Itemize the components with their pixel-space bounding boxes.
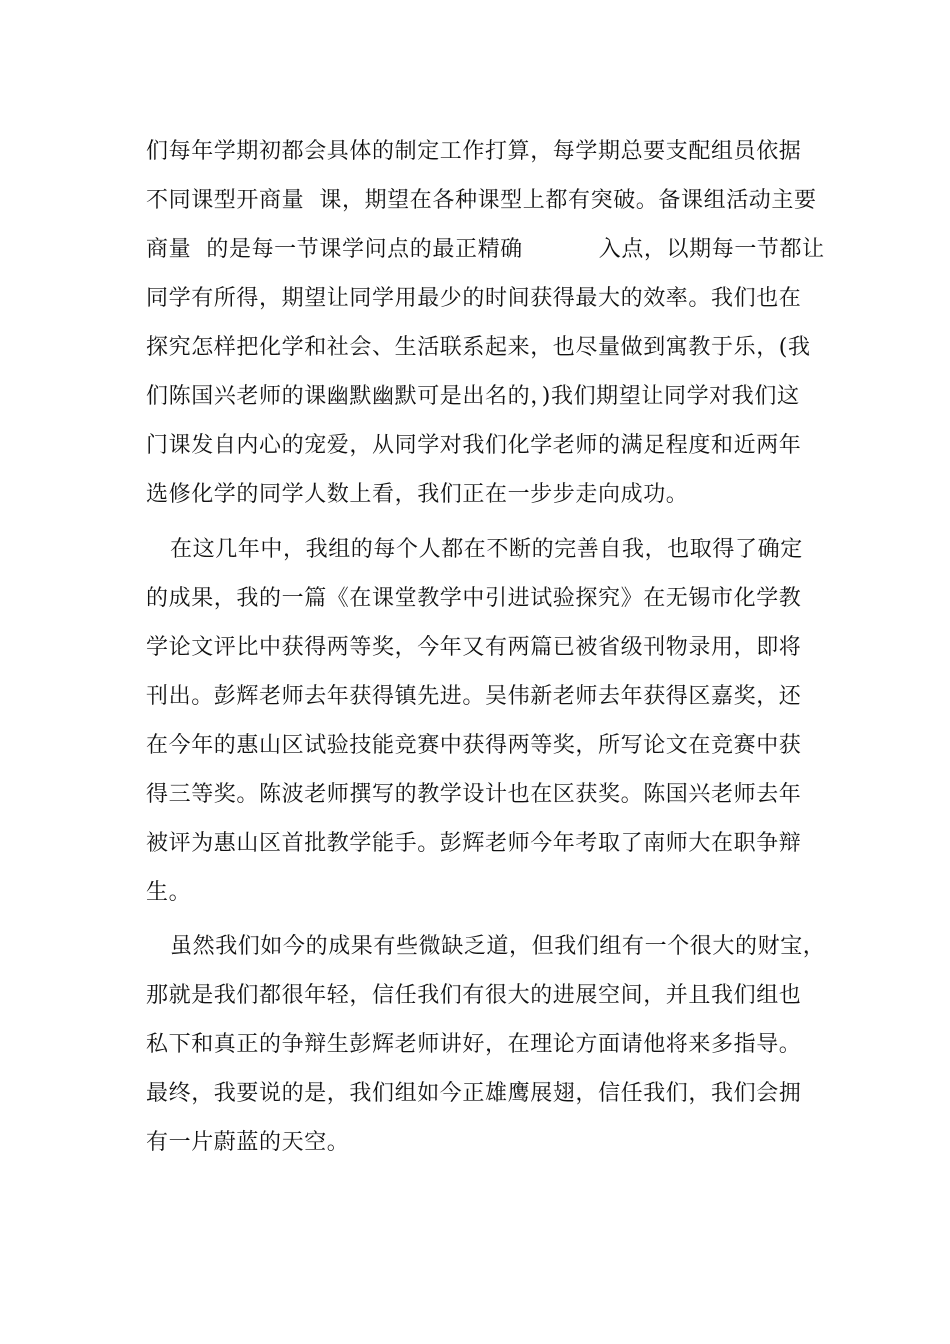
text-line: 那就是我们都很年轻，信任我们有很大的进展空间，并且我们组也 [146, 983, 802, 1008]
text-line: 虽然我们如今的成果有些微缺乏道，但我们组有一个很大的财宝， [170, 934, 826, 959]
text-line: 生。 [146, 880, 192, 905]
text-line: 们每年学期初都会具体的制定工作打算，每学期总要支配组员依据 [146, 139, 802, 164]
text-line: 商量 的是每一节课学问点的最正精确 入点，以期每一节都让 [146, 237, 825, 262]
text-line: 不同课型开商量 课，期望在各种课型上都有突破。备课组活动主要 [146, 188, 817, 213]
text-line: 门课发自内心的宠爱，从同学对我们化学老师的满足程度和近两年 [146, 433, 802, 458]
text-line: 私下和真正的争辩生彭辉老师讲好，在理论方面请他将来多指导。 [146, 1032, 802, 1057]
text-line: 被评为惠山区首批教学能手。彭辉老师今年考取了南师大在职争辩 [146, 831, 802, 856]
text-line: 最终，我要说的是，我们组如今正雄鹰展翅，信任我们，我们会拥 [146, 1081, 802, 1106]
text-line: 的成果，我的一篇《在课堂教学中引进试验探究》在无锡市化学教 [146, 586, 802, 611]
text-line: 同学有所得，期望让同学用最少的时间获得最大的效率。我们也在 [146, 286, 802, 311]
text-line: 在这几年中，我组的每个人都在不断的完善自我，也取得了确定 [170, 537, 803, 562]
text-line: 有一片蔚蓝的天空。 [146, 1130, 350, 1155]
text-line: 选修化学的同学人数上看，我们正在一步步走向成功。 [146, 482, 689, 507]
text-line: 学论文评比中获得两等奖，今年又有两篇已被省级刊物录用，即将 [146, 635, 802, 660]
text-line: 在今年的惠山区试验技能竞赛中获得两等奖，所写论文在竞赛中获 [146, 733, 802, 758]
text-line: 得三等奖。陈波老师撰写的教学设计也在区获奖。陈国兴老师去年 [146, 782, 802, 807]
text-line: 们陈国兴老师的课幽默幽默可是出名的，)我们期望让同学对我们这 [146, 384, 800, 409]
text-line: 探究怎样把化学和社会、生活联系起来，也尽量做到寓教于乐，(我 [146, 335, 811, 360]
text-line: 刊出。彭辉老师去年获得镇先进。吴伟新老师去年获得区嘉奖，还 [146, 684, 802, 709]
